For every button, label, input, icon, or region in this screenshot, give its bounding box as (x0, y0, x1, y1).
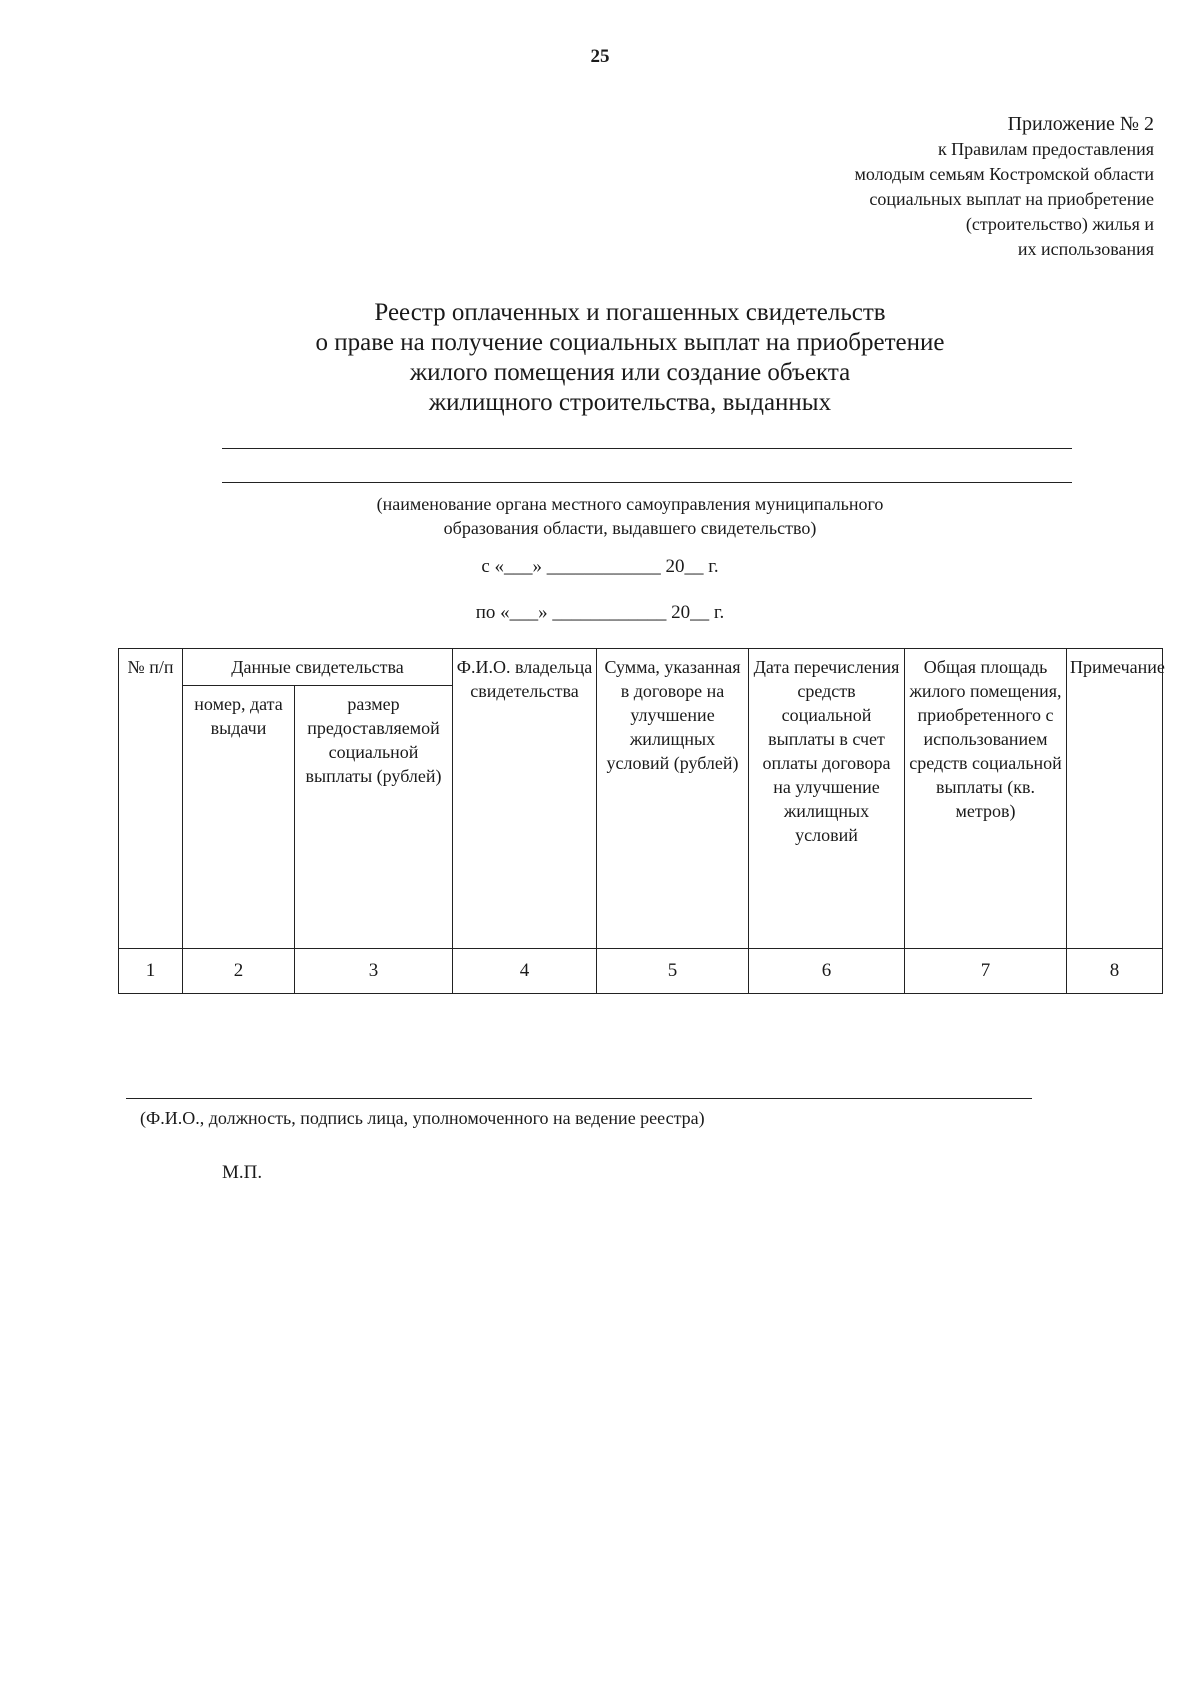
column-number-cell: 5 (597, 949, 749, 994)
title-line: Реестр оплаченных и погашенных свидетельств (374, 299, 886, 326)
column-number-cell: 3 (295, 949, 453, 994)
header-contract-sum: Сумма, указанная в договоре на улучшение жилищных условий (рублей) (597, 649, 749, 949)
column-number-cell: 7 (905, 949, 1067, 994)
signature-line (126, 1098, 1032, 1099)
column-number-cell: 8 (1067, 949, 1163, 994)
page-number: 25 (590, 46, 610, 67)
appendix-heading (854, 112, 1154, 262)
caption-line: (наименование органа местного самоуправления муниципального (376, 494, 884, 514)
column-number-cell: 2 (183, 949, 295, 994)
title-line: жилищного строительства, выданных (428, 389, 832, 416)
organization-fill-line (222, 482, 1072, 483)
period-from: с «___» ____________ 20__ г. (481, 556, 719, 577)
column-number-cell: 1 (119, 949, 183, 994)
appendix-line: (строительство) жилья и (965, 214, 1154, 234)
header-note: Примечание (1067, 649, 1163, 949)
header-number-date: номер, дата выдачи (183, 686, 295, 949)
caption-line: образования области, выдавшего свидетельство) (443, 518, 817, 538)
header-owner-name: Ф.И.О. владельца свидетельства (453, 649, 597, 949)
appendix-line: социальных выплат на приобретение (869, 189, 1154, 209)
header-total-area: Общая площадь жилого помещения, приобретенного с использованием средств социальной выплаты (кв. метров) (905, 649, 1067, 949)
table-header-row (119, 649, 1163, 686)
signature-caption: (Ф.И.О., должность, подпись лица, уполномоченного на ведение реестра) (140, 1108, 705, 1128)
organization-caption (250, 492, 1010, 540)
appendix-line: молодым семьям Костромской области (854, 164, 1154, 184)
period-to: по «___» ____________ 20__ г. (475, 602, 725, 623)
appendix-line: Приложение № 2 (1007, 113, 1154, 135)
appendix-line: к Правилам предоставления (937, 139, 1154, 159)
stamp-place: М.П. (222, 1162, 263, 1183)
registry-table (118, 648, 1163, 994)
header-transfer-date: Дата перечисления средств социальной выплаты в счет оплаты договора на улучшение жилищных условий (749, 649, 905, 949)
title-line: о праве на получение социальных выплат на приобретение (315, 329, 945, 356)
document-title (200, 298, 1060, 418)
organization-fill-line (222, 448, 1072, 449)
header-certificate-data: Данные свидетельства (183, 649, 453, 686)
header-payment-amount: размер предоставляемой социальной выплаты (рублей) (295, 686, 453, 949)
title-line: жилого помещения или создание объекта (409, 359, 851, 386)
column-number-cell: 4 (453, 949, 597, 994)
table-row (119, 949, 1163, 994)
appendix-line: их использования (1017, 239, 1154, 259)
header-number: № п/п (119, 649, 183, 949)
column-number-cell: 6 (749, 949, 905, 994)
